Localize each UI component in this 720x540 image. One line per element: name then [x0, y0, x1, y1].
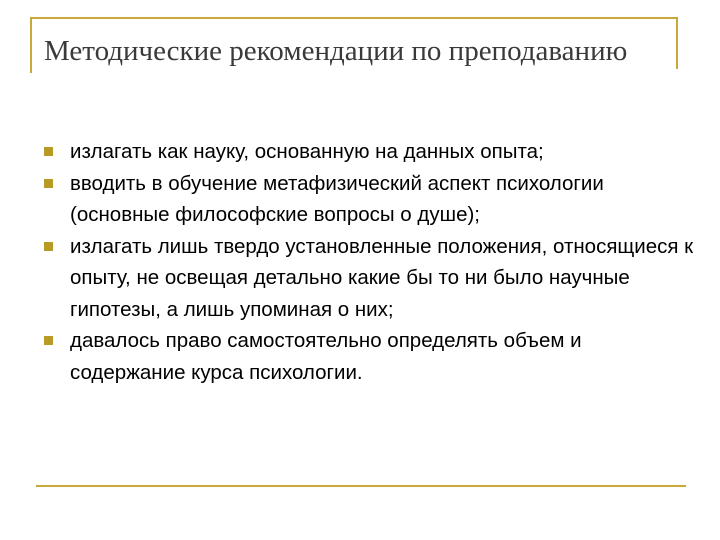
square-bullet-icon	[44, 147, 53, 156]
bullet-item	[40, 168, 700, 231]
bullet-text: излагать как науку, основанную на данных опыта;	[70, 140, 544, 163]
bullet-item	[40, 325, 700, 388]
frame-right-rule	[676, 17, 678, 69]
square-bullet-icon	[44, 179, 53, 188]
frame-left-rule	[30, 17, 32, 73]
square-bullet-icon	[44, 336, 53, 345]
bullet-text: вводить в обучение метафизический аспект психологии (основные философские вопросы о душе);	[70, 171, 604, 226]
bullet-text: излагать лишь твердо установленные положения, относящиеся к опыту, не освещая детально какие бы то ни было научные гипотезы, а лишь упоминая о них;	[70, 234, 694, 321]
bullet-item	[40, 231, 700, 326]
bullet-item	[40, 136, 700, 168]
bullet-text: давалось право самостоятельно определять объем и содержание курса психологии.	[70, 329, 582, 384]
slide-title: Методические рекомендации по преподаванию	[44, 35, 628, 67]
frame-top-rule	[30, 17, 678, 19]
frame-bottom-rule	[36, 485, 686, 487]
bullet-list	[40, 136, 700, 388]
square-bullet-icon	[44, 242, 53, 251]
